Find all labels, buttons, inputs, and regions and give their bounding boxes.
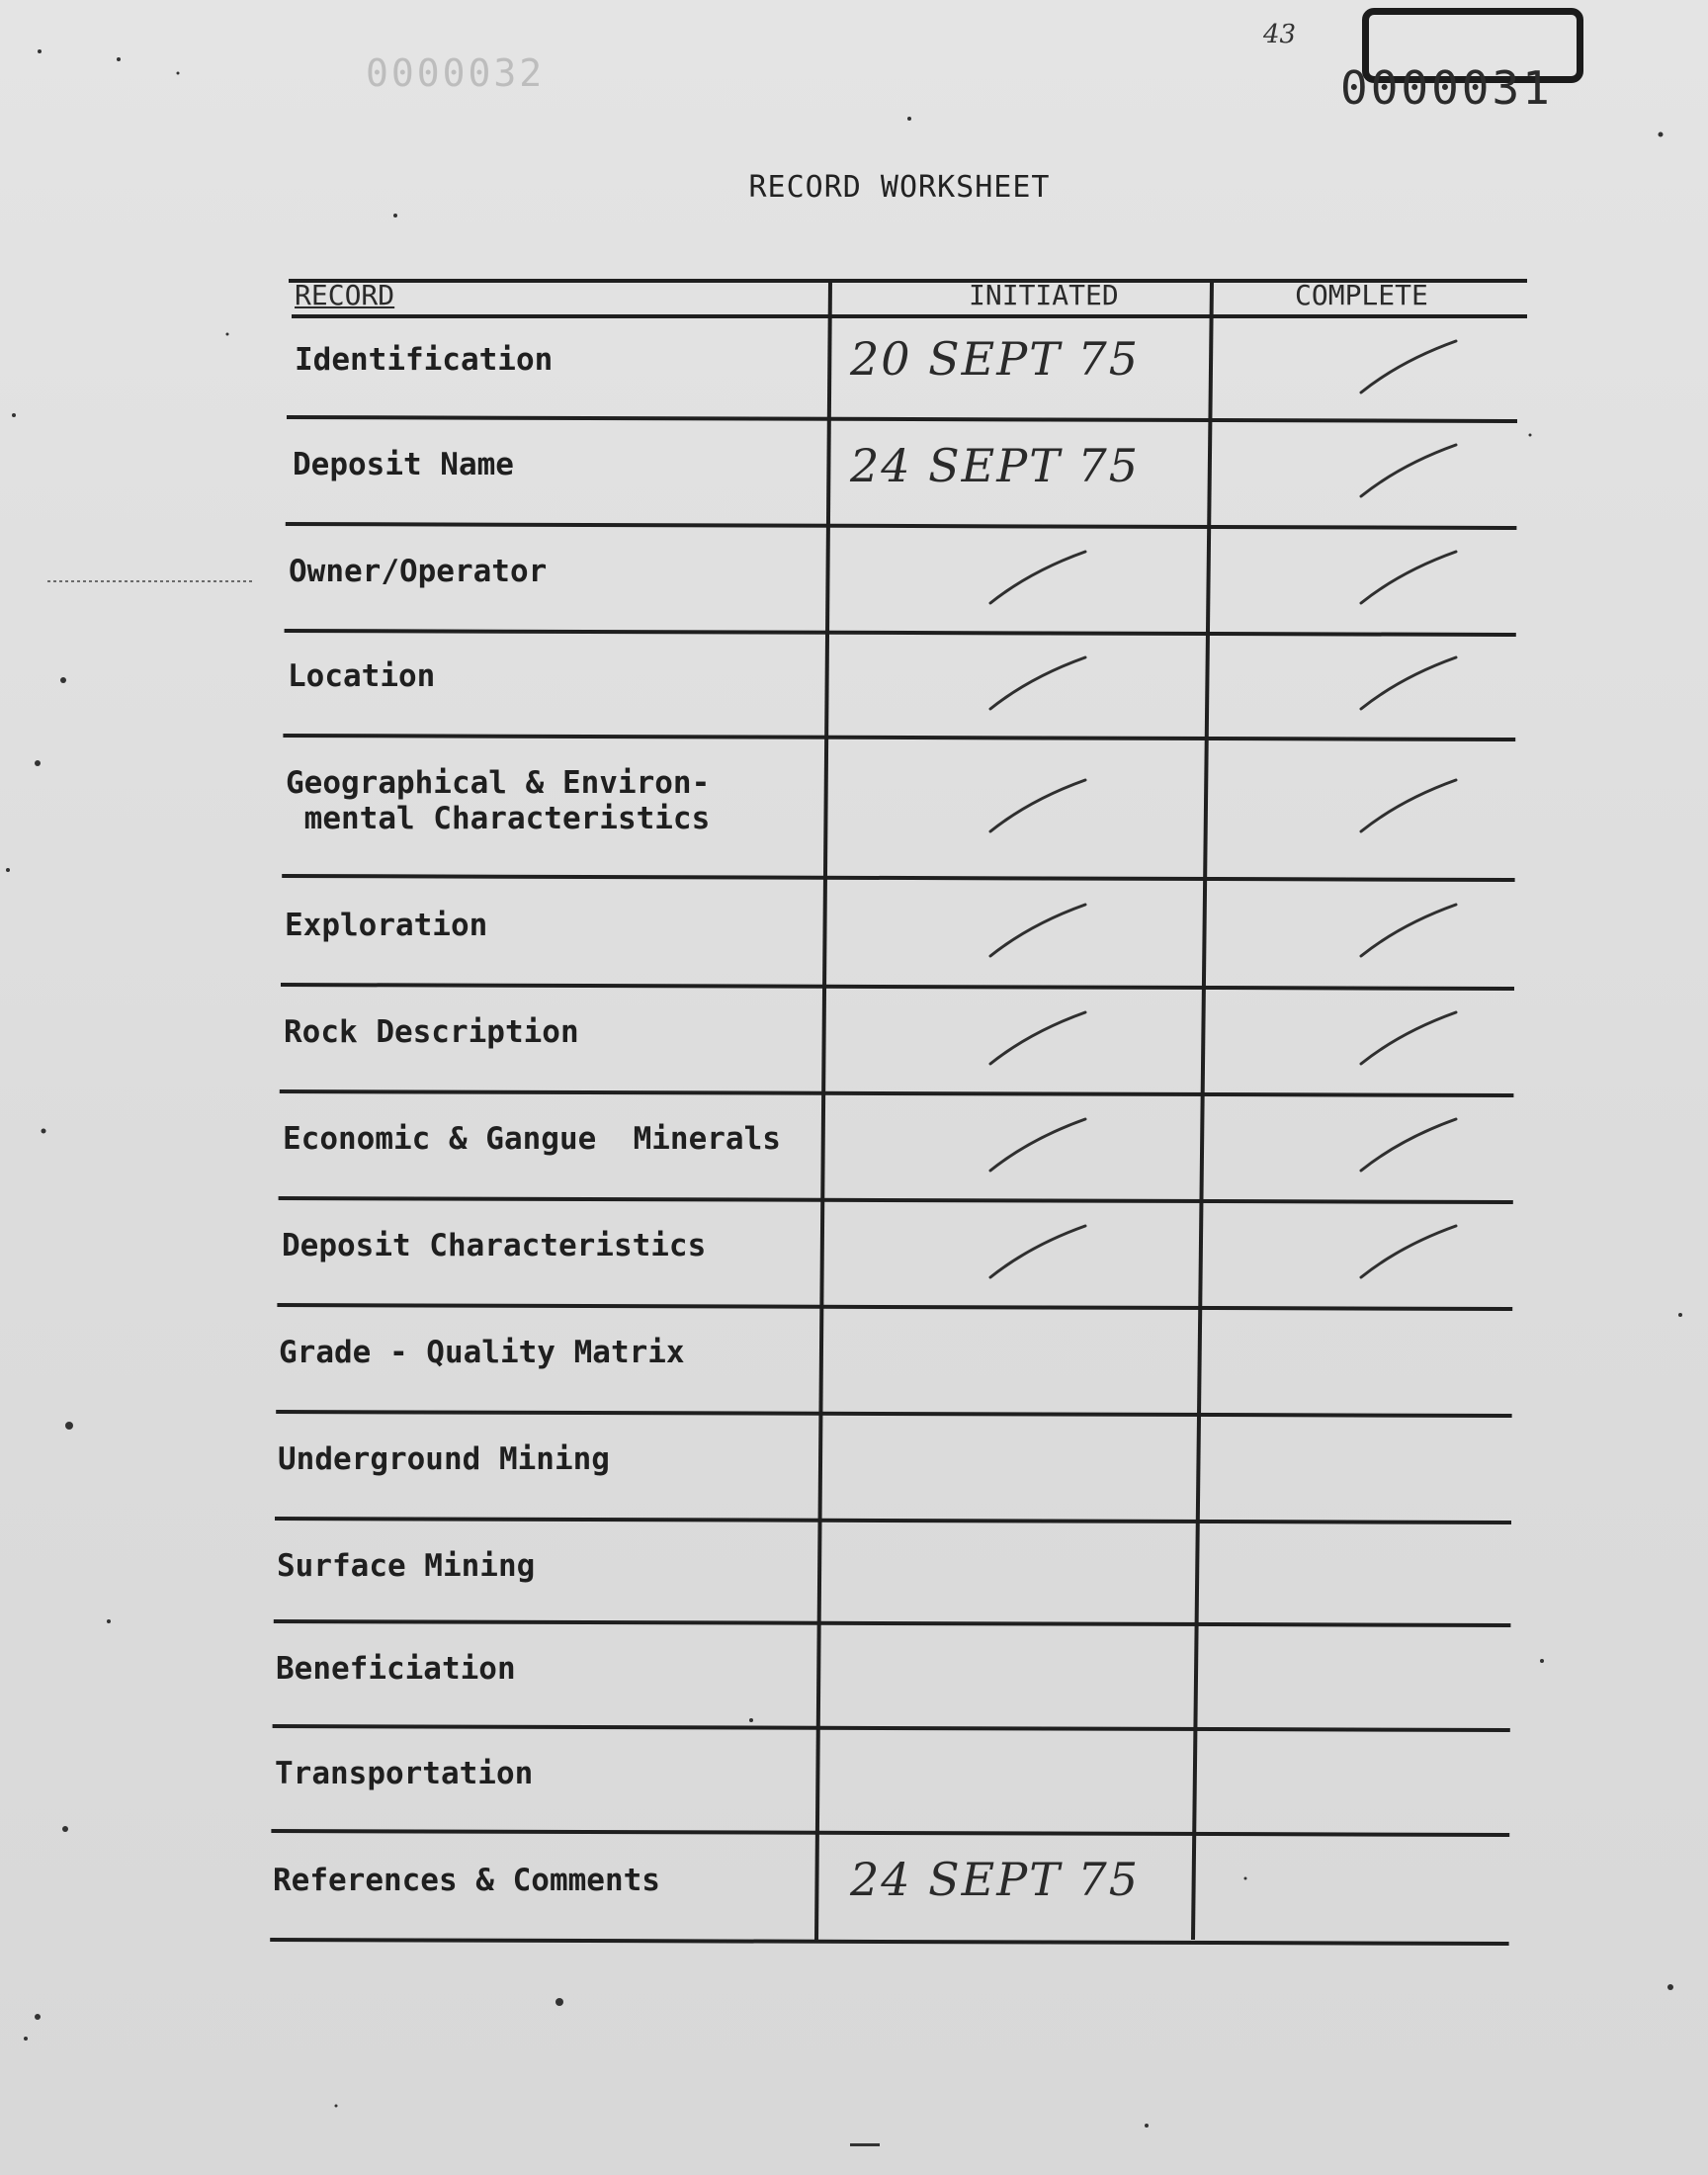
record-label: Deposit Name bbox=[293, 447, 514, 482]
initiated-check-mark bbox=[990, 1226, 1085, 1277]
page-title: RECORD WORKSHEET bbox=[748, 170, 1051, 205]
complete-check-mark bbox=[1361, 905, 1456, 956]
complete-check-mark bbox=[1361, 1012, 1456, 1064]
column-header-record: RECORD bbox=[295, 279, 395, 311]
record-label: Surface Mining bbox=[277, 1548, 536, 1584]
complete-check-mark bbox=[1361, 341, 1456, 392]
initiated-check-mark bbox=[990, 657, 1085, 709]
initiated-check-mark bbox=[990, 780, 1085, 831]
complete-check-mark bbox=[1361, 780, 1456, 831]
record-label: Location bbox=[288, 658, 436, 694]
complete-check-mark bbox=[1361, 1226, 1456, 1277]
column-header-initiated: INITIATED bbox=[969, 279, 1119, 311]
record-label: Grade - Quality Matrix bbox=[279, 1335, 685, 1370]
record-label: Economic & Gangue Minerals bbox=[283, 1121, 781, 1157]
record-label: Owner/Operator bbox=[289, 554, 548, 589]
handwritten-page-number: 43 bbox=[1263, 20, 1297, 49]
initiated-check-mark bbox=[990, 552, 1085, 603]
faded-document-number: 0000032 bbox=[366, 51, 546, 95]
initiated-date: 24 SEPT 75 bbox=[850, 439, 1141, 492]
complete-check-mark bbox=[1361, 445, 1456, 496]
document-number: 0000031 bbox=[1340, 61, 1553, 115]
record-label: Underground Mining bbox=[278, 1441, 610, 1477]
initiated-check-mark bbox=[990, 1119, 1085, 1171]
record-label: Deposit Characteristics bbox=[282, 1228, 707, 1263]
initiated-check-mark bbox=[990, 1012, 1085, 1064]
record-label: Identification bbox=[295, 342, 554, 378]
complete-check-mark bbox=[1361, 1119, 1456, 1171]
initiated-check-mark bbox=[990, 905, 1085, 956]
record-label: Beneficiation bbox=[276, 1651, 516, 1687]
initiated-date: 20 SEPT 75 bbox=[850, 332, 1141, 386]
complete-check-mark bbox=[1361, 657, 1456, 709]
record-label: References & Comments bbox=[273, 1863, 660, 1898]
record-label: Rock Description bbox=[284, 1014, 579, 1050]
record-label: Geographical & Environ- mental Characteristics bbox=[286, 765, 711, 836]
record-label: Transportation bbox=[275, 1756, 534, 1791]
initiated-date: 24 SEPT 75 bbox=[850, 1853, 1141, 1906]
record-label: Exploration bbox=[285, 908, 488, 943]
complete-check-mark bbox=[1361, 552, 1456, 603]
column-header-complete: COMPLETE bbox=[1295, 279, 1428, 311]
